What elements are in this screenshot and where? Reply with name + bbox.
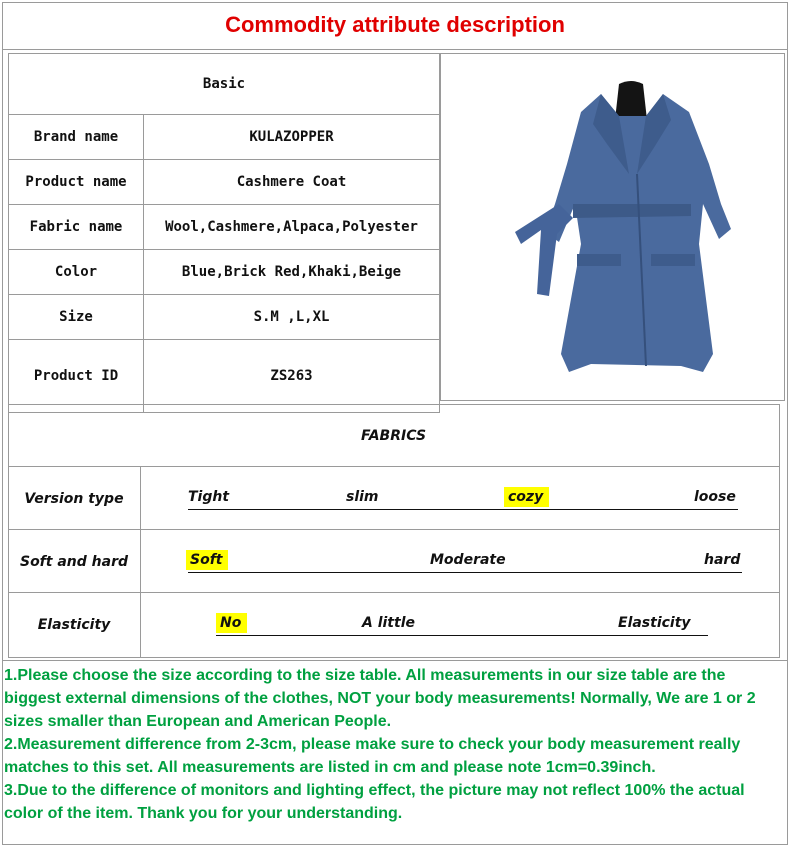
belt-tail-shape <box>515 204 573 296</box>
table-row <box>9 295 440 340</box>
attr-label: Product ID <box>9 340 144 413</box>
option-elasticity: Elasticity <box>618 615 691 631</box>
basic-header: Basic <box>9 54 440 115</box>
fabric-row-label: Version type <box>24 490 124 507</box>
attr-value: KULAZOPPER <box>144 115 440 160</box>
product-photo <box>440 53 785 401</box>
basic-header-row <box>9 54 440 115</box>
fabrics-header: FABRICS <box>360 428 427 444</box>
option-moderate: Moderate <box>430 552 506 568</box>
fabric-row-label: Elasticity <box>37 616 111 633</box>
scale-line <box>188 572 742 573</box>
elasticity-scale <box>148 593 779 656</box>
note-paragraph: 2.Measurement difference from 2-3cm, please make sure to check your body measurement really matches to this set. All measurements are listed in cm and please note 1cm=0.39inch. <box>4 736 741 776</box>
table-row <box>9 250 440 295</box>
coat-illustration <box>441 54 784 400</box>
attr-label: Size <box>9 295 144 340</box>
attr-label: Color <box>9 250 144 295</box>
option-a-little: A little <box>362 615 415 631</box>
attr-label: Product name <box>9 160 144 205</box>
option-hard: hard <box>704 552 741 568</box>
attr-value: S.M ,L,XL <box>144 295 440 340</box>
fabric-row-elasticity <box>8 593 779 656</box>
turtleneck-shape <box>615 81 647 120</box>
fabric-row-soft-and-hard <box>8 530 779 593</box>
pocket-left-shape <box>577 254 621 266</box>
note-paragraph: 3.Due to the difference of monitors and lighting effect, the picture may not reflect 100% the actual color of the item. Thank you for your understanding. <box>4 782 745 822</box>
option-tight: Tight <box>188 489 230 505</box>
belt-shape <box>573 204 691 218</box>
option-soft-selected: Soft <box>186 550 228 570</box>
option-slim: slim <box>346 489 379 505</box>
option-cozy-selected: cozy <box>504 487 549 507</box>
pocket-right-shape <box>651 254 695 266</box>
coat-body-shape <box>545 94 731 372</box>
fabric-row-label: Soft and hard <box>19 553 128 570</box>
version-type-scale <box>148 467 779 530</box>
soft-hard-scale <box>148 530 779 593</box>
attr-value: Cashmere Coat <box>144 160 440 205</box>
table-row <box>9 160 440 205</box>
table-row <box>9 115 440 160</box>
table-row <box>9 340 440 413</box>
attr-value: ZS263 <box>144 340 440 413</box>
option-no-selected: No <box>216 613 247 633</box>
scale-line <box>188 509 738 510</box>
attr-value: Blue,Brick Red,Khaki,Beige <box>144 250 440 295</box>
note-paragraph: 1.Please choose the size according to the size table. All measurements in our size table are the biggest external dimensions of the clothes, NOT your body measurements! Normally, We are 1 or 2 sizes smaller than European and American People. <box>4 667 756 730</box>
page-title: Commodity attribute description <box>225 12 565 37</box>
scale-line <box>216 635 708 636</box>
table-row <box>9 205 440 250</box>
basic-attributes-table <box>8 53 440 413</box>
attr-label: Brand name <box>9 115 144 160</box>
attr-value: Wool,Cashmere,Alpaca,Polyester <box>144 205 440 250</box>
attr-label: Fabric name <box>9 205 144 250</box>
fabric-row-version-type <box>8 467 779 530</box>
option-loose: loose <box>694 489 736 505</box>
size-notes <box>4 664 786 825</box>
